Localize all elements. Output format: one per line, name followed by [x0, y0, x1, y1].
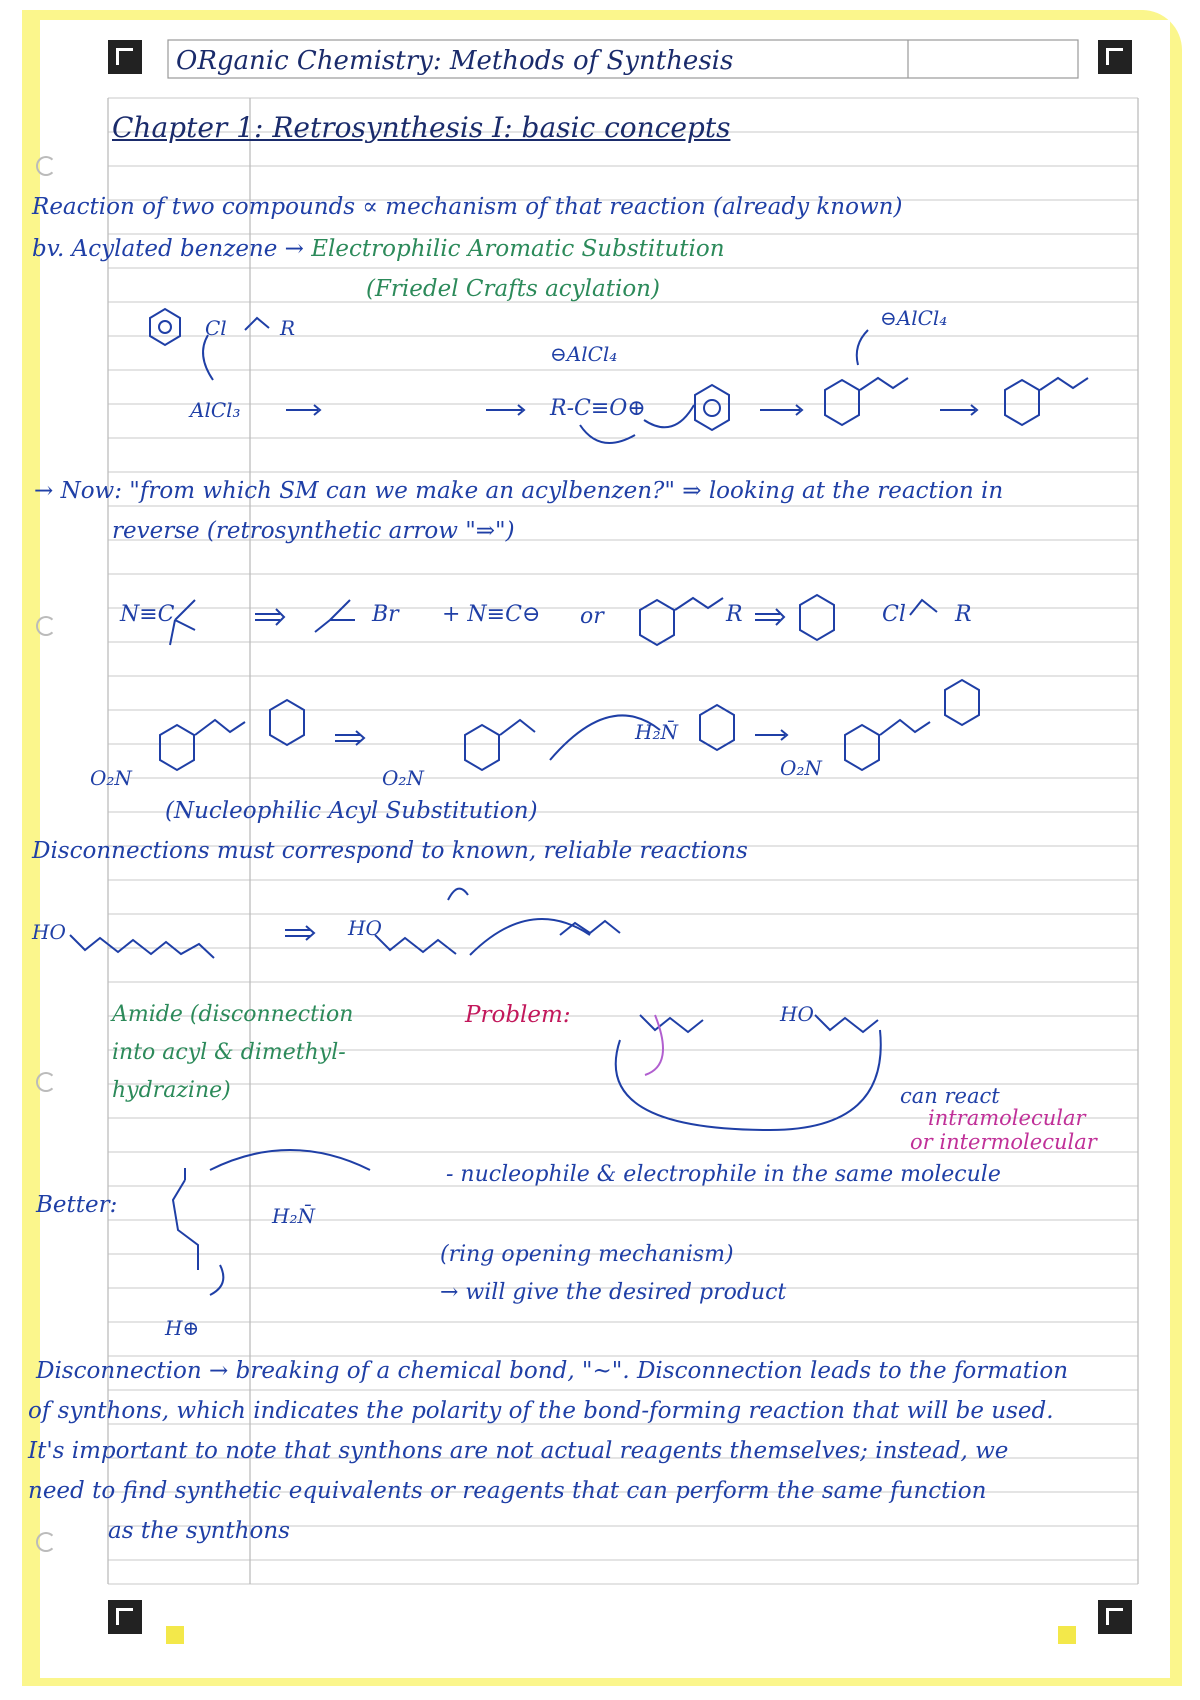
- summary-line-1: Disconnection → breaking of a chemical bond, "~". Disconnection leads to the formation: [36, 1358, 1069, 1384]
- scheme1-r: R: [280, 316, 296, 340]
- scheme2-r-b: R: [955, 602, 972, 627]
- intro-acylated-benzene: bv. Acylated benzene →: [32, 236, 304, 262]
- scheme2-cl: Cl: [882, 602, 906, 627]
- scheme1-acylium: R-C≡O⊕: [550, 396, 646, 421]
- disconnection-rule: Disconnections must correspond to known, reliable reactions: [32, 838, 748, 864]
- scheme3-nas-label: (Nucleophilic Acyl Substitution): [165, 798, 538, 824]
- intro-eas: Electrophilic Aromatic Substitution: [311, 236, 725, 262]
- amide-note-3: hydrazine): [112, 1078, 231, 1103]
- problem-note-1: can react: [900, 1084, 1000, 1108]
- better-label: Better:: [36, 1192, 118, 1218]
- scheme3-o2n-a: O₂N: [90, 766, 132, 790]
- better-result: → will give the desired product: [440, 1280, 787, 1305]
- amide-note-1: Amide (disconnection: [112, 1002, 354, 1027]
- intro-line-1: Reaction of two compounds ∝ mechanism of that reaction (already known): [32, 194, 903, 220]
- now-line-1: → Now: "from which SM can we make an acylbenzen?" ⇒ looking at the reaction in: [34, 478, 1004, 504]
- scheme3-o2n-b: O₂N: [382, 766, 424, 790]
- problem-ho: HO: [780, 1002, 814, 1026]
- chapter-heading: Chapter 1: Retrosynthesis I: basic concepts: [112, 111, 731, 144]
- scheme2-nitrile: N≡C: [120, 602, 175, 627]
- page-title: ORganic Chemistry: Methods of Synthesis: [176, 46, 734, 76]
- summary-line-4: need to find synthetic equivalents or reagents that can perform the same function: [28, 1478, 987, 1504]
- problem-note-4: - nucleophile & electrophile in the same molecule: [446, 1162, 1001, 1187]
- scheme4-ho-a: HO: [32, 920, 66, 944]
- scheme1-alcl3: AlCl₃: [190, 398, 241, 422]
- scheme4-ho-b: HO: [348, 916, 382, 940]
- better-ring: (ring opening mechanism): [440, 1242, 734, 1267]
- problem-note-2: intramolecular: [928, 1106, 1086, 1130]
- scheme3-o2n-c: O₂N: [780, 756, 822, 780]
- now-line-2: reverse (retrosynthetic arrow "⇒"): [112, 518, 515, 544]
- summary-line-2: of synthons, which indicates the polarity of the bond-forming reaction that will be used.: [28, 1398, 1054, 1424]
- scheme2-cyanide: + N≡C⊖: [442, 602, 541, 627]
- scheme1-cl: Cl: [205, 316, 227, 340]
- summary-line-3: It's important to note that synthons are not actual reagents themselves; instead, we: [28, 1438, 1009, 1464]
- scheme1-alcl4-a: ⊖AlCl₄: [550, 342, 618, 366]
- summary-line-5: as the synthons: [108, 1518, 290, 1544]
- scheme1-alcl4-b: ⊖AlCl₄: [880, 306, 948, 330]
- scheme2-r-a: R: [726, 602, 743, 627]
- scheme2-or: or: [580, 604, 604, 629]
- problem-note-3: or intermolecular: [910, 1130, 1097, 1154]
- better-h-plus: H⊕: [165, 1316, 200, 1340]
- amide-note-2: into acyl & dimethyl-: [112, 1040, 346, 1065]
- intro-friedel-crafts: (Friedel Crafts acylation): [366, 276, 660, 302]
- better-h2n: H₂N̄: [272, 1204, 315, 1228]
- scheme2-br: Br: [372, 602, 399, 627]
- scheme3-h2n: H₂N̄: [635, 720, 678, 744]
- problem-label: Problem:: [465, 1002, 571, 1028]
